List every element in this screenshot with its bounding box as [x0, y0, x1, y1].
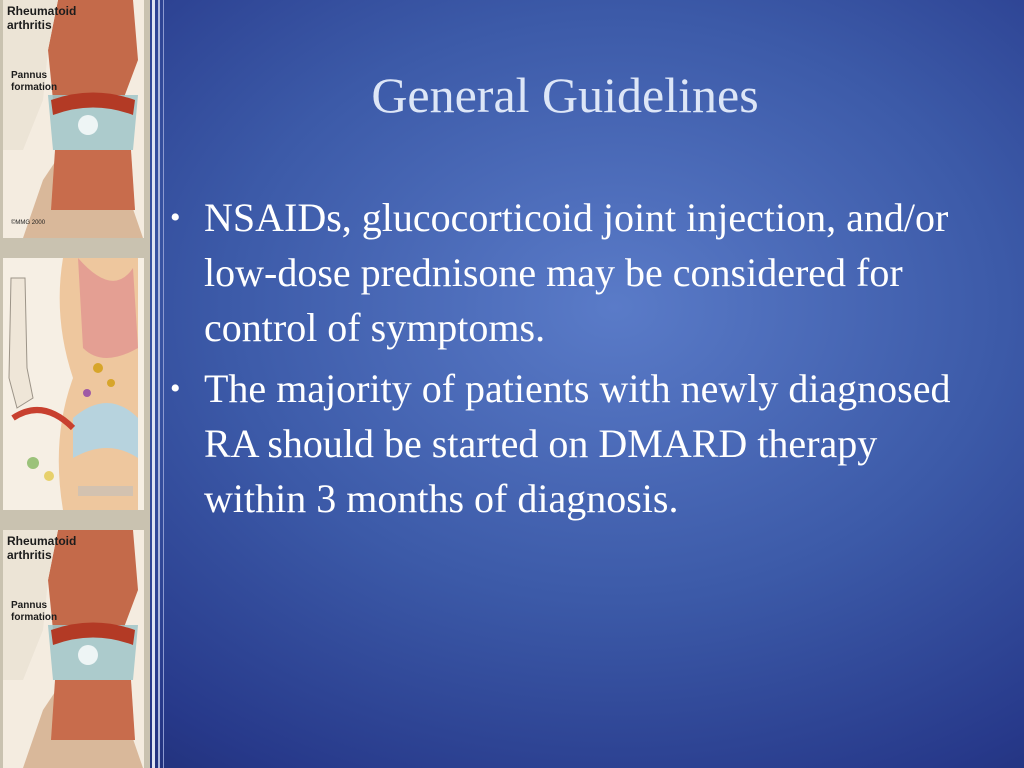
- thumbnail-sublabel: Pannus formation: [11, 70, 58, 93]
- image-strip: [0, 0, 150, 768]
- knee-illustration: [3, 530, 144, 768]
- bullet-icon: •: [170, 201, 181, 234]
- bullet-icon: •: [170, 372, 181, 405]
- knee-diagram-image-top: [3, 0, 144, 238]
- knee-illustration: [3, 0, 144, 238]
- knee-diagram-image-bottom: [3, 530, 144, 768]
- bullet-text: The majority of patients with newly diagnosed RA should be started on DMARD therapy within 3 months of diagnosis.: [204, 366, 951, 521]
- divider-line: [152, 0, 155, 768]
- thumbnail-heading: Rheumatoid arthritis: [7, 4, 77, 32]
- slide-title: General Guidelines: [371, 67, 759, 123]
- divider-line: [163, 0, 164, 768]
- bullet-item: [170, 361, 970, 526]
- thumbnail-heading: Rheumatoid arthritis: [7, 534, 77, 562]
- bullet-list: [170, 190, 970, 532]
- bullet-item: [170, 190, 970, 355]
- thumbnail-credit: ©MMG 2000: [11, 220, 46, 226]
- divider-line: [158, 0, 160, 768]
- bullet-text: NSAIDs, glucocorticoid joint injection, and/or low-dose prednisone may be considered for control of symptoms.: [204, 195, 949, 350]
- joint-pathology-illustration: [3, 258, 144, 510]
- joint-pathology-diagram-image: [3, 258, 144, 510]
- thumbnail-sublabel: Pannus formation: [11, 600, 58, 623]
